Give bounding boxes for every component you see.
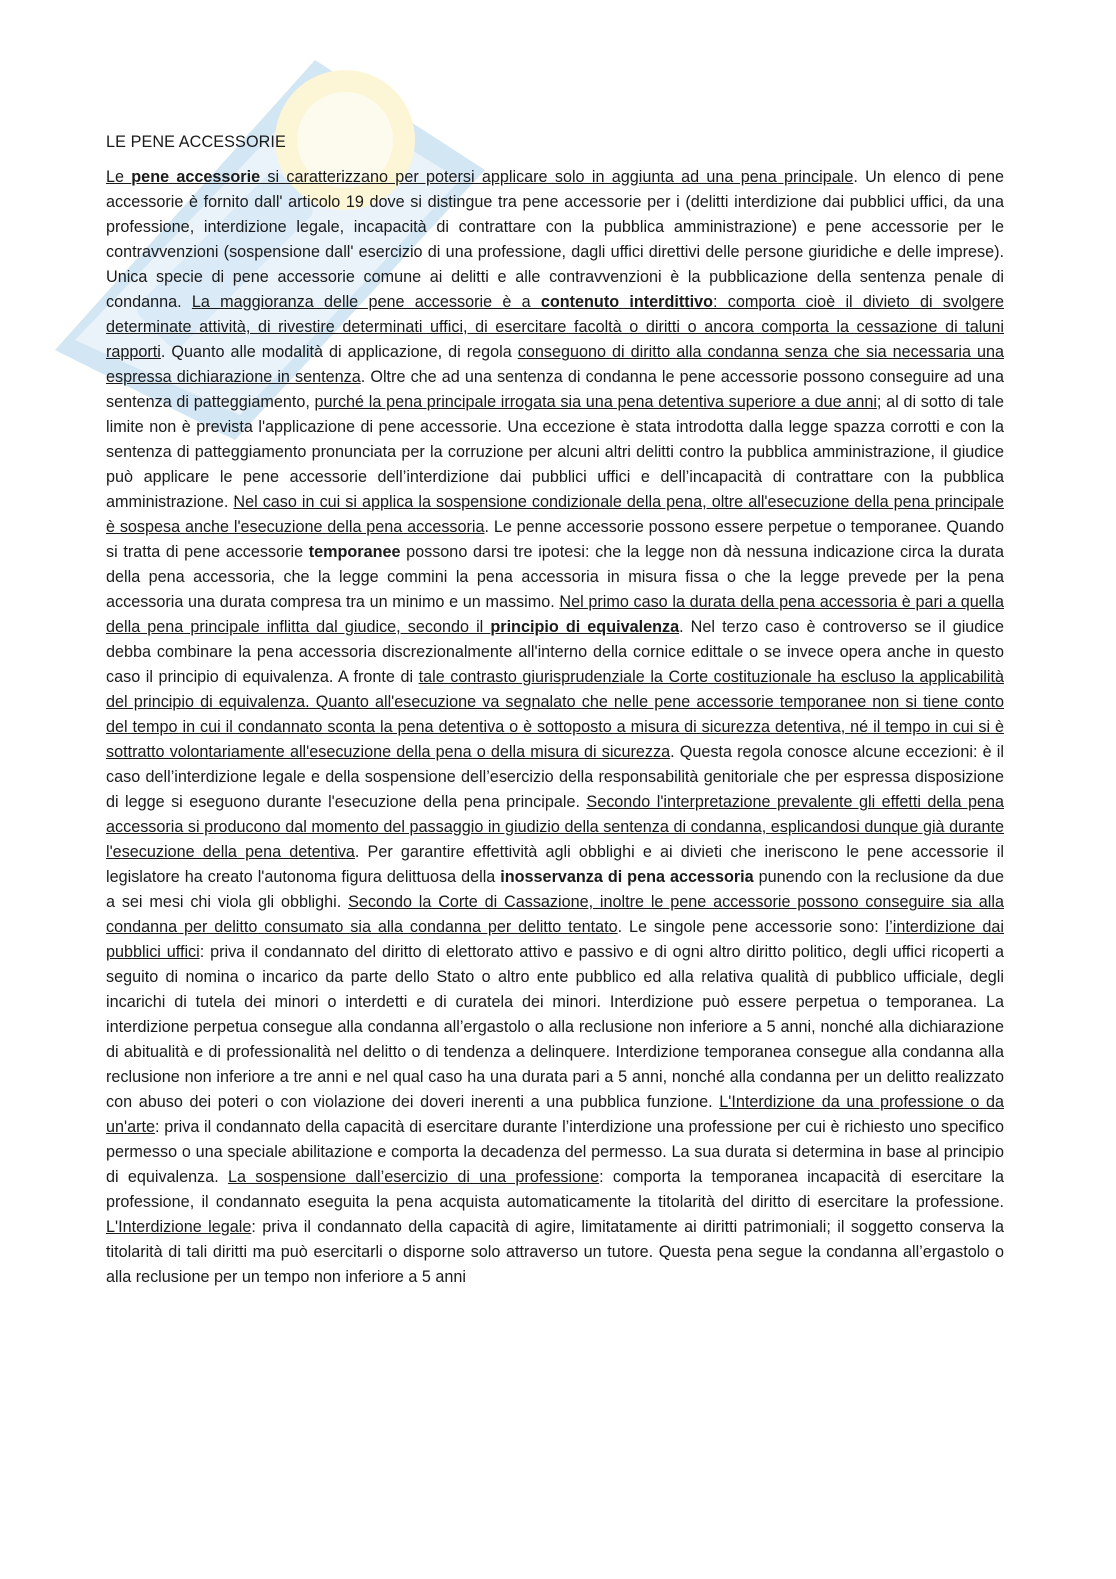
text-run: possono darsi tre ipotesi: che la legge non dà nessuna indicazione circa la durata della pena accessoria, che la legge commini la pena accessoria in misura fissa o che la legge prevede per la pena accessoria una durata compresa tra un minimo e un massimo. (106, 543, 1004, 611)
text-run: . Oltre che ad una sentenza di condanna le pene accessorie possono conseguire ad una sentenza di patteggiamento, (106, 368, 1005, 411)
text-run: inosservanza di pena accessoria (500, 868, 754, 886)
text-run: : comporta cioè il divieto di svolgere determinate attività, di rivestire determinati uffici, di esercitare facoltà o diritti o ancora comporta la cessazione di taluni rapporti (106, 293, 1004, 361)
text-run: contenuto interdittivo (540, 293, 713, 311)
text-run: : comporta la temporanea incapacità di esercitare la professione, il condannato eseguita la pena acquista automaticamente la titolarità del diritto di esercitare la professione. (106, 1168, 1004, 1211)
text-run: L'Interdizione da una professione o da un'arte (106, 1093, 1004, 1136)
text-run: Secondo la Corte di Cassazione, inoltre le pene accessorie possono conseguire sia alla condanna per delitto consumato sia alla condanna per delitto tentato (106, 893, 1004, 936)
text-run: punendo con la reclusione da due a sei mesi chi viola gli obblighi. (106, 868, 1005, 911)
text-run: . Le penne accessorie possono essere perpetue o temporanee. Quando si tratta di pene accessorie (106, 518, 1004, 561)
text-run: pene accessorie (131, 168, 261, 186)
text-run: Nel primo caso la durata della pena accessoria è pari a quella della pena principale inflitta dal giudice, secondo il (106, 593, 1005, 636)
text-run: purché la pena principale irrogata sia una pena detentiva superiore a due anni (314, 393, 877, 411)
text-run: Le (106, 168, 132, 186)
text-run: . Questa regola conosce alcune eccezioni: è il caso dell’interdizione legale e della sospensione dell’esercizio della responsabilità genitoriale che per espressa disposizione di legge si eseguono durante l'esecuzione della pena principale. (106, 743, 1004, 811)
text-run: l’interdizione dai pubblici uffici (106, 918, 1004, 961)
text-run: . Un elenco di pene accessorie è fornito dall' articolo 19 dove si distingue tra pene accessorie per i (delitti interdizione dai pubblici uffici, da una professione, interdizione legale, incapacità di contrattare con la pubblica amministrazione) e pene accessorie per le contravvenzioni (sospensione dall' esercizio di una professione, dagli uffici direttivi delle persone giuridiche e delle imprese). Unica specie di pene accessorie comune ai delitti e alle contravvenzioni è la pubblicazione della sentenza penale di condanna. (106, 168, 1004, 311)
text-run: La sospensione dall’esercizio di una professione (228, 1168, 600, 1186)
text-run: si caratterizzano per potersi applicare solo in aggiunta ad una pena principale (260, 168, 854, 186)
text-run: : priva il condannato della capacità di esercitare durante l’interdizione una professione per cui è richiesto uno specifico permesso o una speciale abilitazione e comporta la decadenza del permesso. La sua durata si determina in base al principio di equivalenza. (106, 1118, 1004, 1186)
text-run: La maggioranza delle pene accessorie è a (191, 293, 541, 311)
text-run: : priva il condannato della capacità di agire, limitatamente ai diritti patrimoniali; il soggetto conserva la titolarità di tali diritti ma può esercitarli o disporne solo attraverso un tutore. Questa pena segue la condanna all’ergastolo o alla reclusione per un tempo non inferiore a 5 anni (106, 1218, 1004, 1286)
text-run: . Le singole pene accessorie sono: (617, 918, 886, 936)
text-run: tale contrasto giurisprudenziale la Corte costituzionale ha escluso la applicabilità del principio di equivalenza. Quanto all'esecuzione va segnalato che nelle pene accessorie temporanee non si tiene conto del tempo in cui il condannato sconta la pena detentiva o è sottoposto a misura di sicurezza detentiva, né il tempo in cui si è sottratto volontariamente all'esecuzione della pena o della misura di sicurezza (106, 668, 1004, 761)
document-title: LE PENE ACCESSORIE (106, 133, 286, 151)
body-paragraph (106, 165, 1004, 1290)
text-run: ; al di sotto di tale limite non è prevista l'applicazione di pene accessorie. Una eccezione è stata introdotta dalla legge spazza corrotti e con la sentenza di patteggiamento pronunciata per la corruzione per alcuni altri delitti contro la pubblica amministrazione, il giudice può applicare le pene accessorie dell’interdizione dai pubblici uffici e dell’incapacità di contrattare con la pubblica amministrazione. (106, 393, 1004, 511)
text-run: Nel caso in cui si applica la sospensione condizionale della pena, oltre all'esecuzione della pena principale è sospesa anche l'esecuzione della pena accessoria (106, 493, 1004, 536)
text-run: L'Interdizione legale (106, 1218, 252, 1236)
text-run: principio di equivalenza (490, 618, 680, 636)
text-run: conseguono di diritto alla condanna senza che sia necessaria una espressa dichiarazione in sentenza (106, 343, 1004, 386)
text-run: . Quanto alle modalità di applicazione, di regola (160, 343, 518, 361)
text-run: . Per garantire effettività agli obblighi e ai divieti che ineriscono le pene accessorie il legislatore ha creato l'autonoma figura delittuosa della (106, 843, 1005, 886)
text-run: Secondo l'interpretazione prevalente gli effetti della pena accessoria si producono dal momento del passaggio in giudizio della sentenza di condanna, esplicandosi dunque già durante l'esecuzione della pena detentiva (106, 793, 1004, 861)
text-run: : priva il condannato del diritto di elettorato attivo e passivo e di ogni altro diritto politico, degli uffici ricoperti a seguito di nomina o incarico da parte dello Stato o altro ente pubblico ed alla relativa qualità di pubblico ufficiale, degli incarichi di tutela dei minori o interdetti e di curatela dei minori. Interdizione può essere perpetua o temporanea. La interdizione perpetua consegue alla condanna all’ergastolo o alla reclusione non inferiore a 5 anni, nonché alla dichiarazione di abitualità e di professionalità nel delitto o di tendenza a delinquere. Interdizione temporanea consegue alla condanna alla reclusione non inferiore a tre anni e nel qual caso ha una durata pari a 5 anni, nonché alla condanna per un delitto realizzato con abuso dei poteri o con violazione dei doveri inerenti a una pubblica funzione. (106, 943, 1004, 1111)
text-run: . Nel terzo caso è controverso se il giudice debba combinare la pena accessoria discrezionalmente all'interno della cornice edittale o se invece opera anche in questo caso il principio di equivalenza. A fronte di (106, 618, 1004, 686)
document-page (106, 130, 1004, 1290)
text-run: temporanee (308, 543, 401, 561)
